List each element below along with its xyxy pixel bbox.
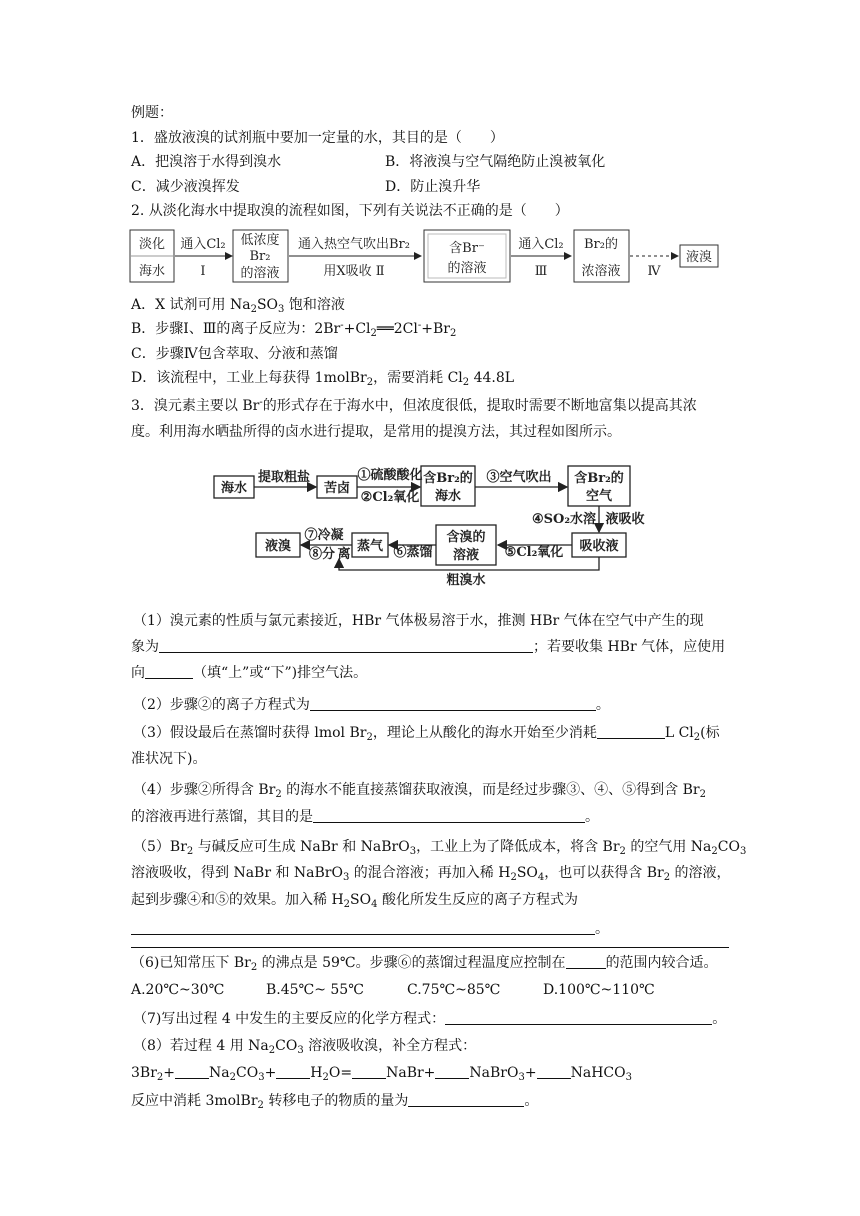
- q3-step8-label2: 离: [337, 547, 351, 562]
- q3-box-br2-air-line2: 空气: [585, 489, 613, 504]
- q2-box-seawater-line1: 淡化: [138, 237, 166, 252]
- q2-arrow-4-step: Ⅳ: [647, 264, 661, 279]
- divider: [131, 947, 729, 948]
- answer-blank-2[interactable]: [310, 696, 596, 711]
- q3-step4-label: ④SO₂水溶: [531, 512, 597, 527]
- q2-stem: 2. 从淡化海水中提取溴的流程如图，下列有关说法不正确的是（ ）: [131, 203, 569, 219]
- coef-blank-h2o[interactable]: [276, 1064, 310, 1079]
- q3-p8-line1: （8）若过程 4 用 $Na_2CO_3$ 溶液吸收溴，补全方程式：: [133, 1038, 477, 1056]
- q3-p6-option-c: C.75℃~85℃: [407, 982, 501, 998]
- q2-box-low-br2-line3: 的溶液: [240, 266, 280, 281]
- answer-blank-1a[interactable]: [159, 638, 533, 653]
- q2-box-br-solution-line2: 的溶液: [447, 261, 487, 276]
- q2-box-low-br2-line1: 低浓度: [240, 233, 280, 248]
- q3-p4-line1: （4）步骤②所得含 $Br_2$ 的海水不能直接蒸馏获取液溴，而是经过步骤③、④、⑤得到含 $Br_2$: [133, 782, 706, 800]
- q2-box-concentrated-line2: 浓溶液: [581, 264, 621, 279]
- q3-p7: （7)写出过程 4 中发生的主要反应的化学方程式： 。: [133, 1011, 727, 1027]
- q3-step4-label2: 液吸收: [605, 512, 645, 527]
- q3-box-br2-air-line1: 含Br₂的: [574, 471, 624, 486]
- q3-box-br-solution-line1: 含溴的: [446, 530, 486, 545]
- q3-p4-line2: 的溶液再进行蒸馏，其目的是 。: [131, 809, 599, 825]
- answer-blank-7[interactable]: [445, 1010, 712, 1025]
- coef-blank-nabr[interactable]: [352, 1064, 386, 1079]
- answer-blank-5[interactable]: [131, 920, 595, 935]
- q3-p3-line1: （3）假设最后在蒸馏时获得 lmol $Br_2$，理论上从酸化的海水开始至少消耗 L $Cl_2$(标: [133, 725, 720, 743]
- q2-arrow-2-label: 通入热空气吹出Br₂: [298, 237, 410, 252]
- q2-option-d: D．该流程中，工业上每获得 1molBr$_2$，需要消耗 $Cl_2$ 44.8L: [131, 370, 515, 388]
- q2-arrow-3-label: 通入Cl₂: [518, 237, 564, 252]
- q3-box-br-solution-line2: 溶液: [452, 548, 480, 563]
- section-heading: 例题：: [131, 105, 173, 121]
- q3-p5-line3: 起到步骤④和⑤的效果。加入稀 $H_2SO_4$ 酸化所发生反应的离子方程式为: [131, 892, 578, 910]
- q3-box-br2-seawater-line2: 海水: [434, 489, 462, 504]
- answer-blank-6[interactable]: [566, 954, 606, 969]
- q3-stem-line2: 度。利用海水晒盐所得的卤水进行提取，是常用的提溴方法，其过程如图所示。: [131, 424, 621, 440]
- coef-blank-nahco3[interactable]: [537, 1064, 571, 1079]
- q3-stem-line1: 3．溴元素主要以 Br-的形式存在于海水中，但浓度很低，提取时需要不断地富集以提高其浓: [131, 397, 697, 414]
- answer-blank-8[interactable]: [408, 1092, 524, 1107]
- q3-p5-line1: $(5)Br_2$ 与碱反应可生成 NaBr 和 NaBrO$_3$，工业上为了降低成本，将含 $Br_2$ 的空气用 $Na_2CO_3$: [133, 839, 747, 857]
- answer-blank-3[interactable]: [597, 724, 665, 739]
- q3-box-seawater-label: 海水: [220, 481, 248, 496]
- q3-box-vapor-label: 蒸气: [356, 539, 384, 554]
- q3-p1-line3: 向 （填“上”或“下”)排空气法。: [131, 665, 368, 681]
- q2-flow-diagram: [128, 226, 720, 286]
- q3-box-liquid-br-label: 液溴: [264, 539, 292, 554]
- coef-blank-na2co3[interactable]: [175, 1064, 209, 1079]
- q2-option-b: B．步骤Ⅰ、Ⅲ的离子反应为：$2Br^-+Cl_2══2Cl^-+Br_2$: [131, 320, 457, 339]
- q2-arrow-2-step: 用X吸收 Ⅱ: [323, 264, 385, 279]
- q2-box-concentrated-line1: Br₂的: [584, 237, 618, 252]
- coef-blank-nabro3[interactable]: [435, 1064, 469, 1079]
- q2-box-br-solution-line1: 含Br⁻: [449, 241, 485, 256]
- answer-blank-4[interactable]: [313, 808, 585, 823]
- q3-p5-line2: 溶液吸收，得到 NaBr 和 NaBrO$_3$ 的混合溶液；再加入稀 $H_2SO_4$，也可以获得含 $Br_2$ 的溶液，: [131, 865, 731, 883]
- q3-step3-label: ③空气吹出: [486, 470, 552, 485]
- q1-stem: 1．盛放液溴的试剂瓶中要加一定量的水，其目的是（ ）: [131, 130, 504, 146]
- q2-option-a: A．X 试剂可用 $Na_2SO_3$ 饱和溶液: [131, 297, 345, 315]
- q3-p2: （2）步骤②的离子方程式为 。: [133, 697, 610, 713]
- q3-p6-option-d: D.100℃~110℃: [543, 982, 655, 998]
- q3-crude-label: 粗溴水: [446, 573, 486, 588]
- q3-p1-line2: 象为 ；若要收集 HBr 气体，应使用: [131, 639, 726, 655]
- q2-option-c: C．步骤Ⅳ包含萃取、分液和蒸馏: [131, 346, 338, 362]
- q1-option-c: C．减少液溴挥发: [131, 179, 240, 195]
- q3-step8-label: ⑧分: [308, 547, 336, 562]
- q3-p1-line1: （1）溴元素的性质与氯元素接近，HBr 气体极易溶于水，推测 HBr 气体在空气中产生的现: [133, 613, 704, 629]
- q2-arrow-1-step: Ⅰ: [200, 264, 206, 279]
- q2-box-low-br2-line2: Br₂: [249, 249, 271, 264]
- q3-box-absorb-label: 吸收液: [579, 539, 619, 554]
- q3-step2-label: ②Cl₂氧化: [360, 490, 420, 505]
- q3-step5-label: ⑤Cl₂氧化: [504, 545, 564, 560]
- q3-p6-option-b: B.45℃~ 55℃: [266, 982, 364, 998]
- q2-box-liquid-br-label: 液溴: [685, 250, 713, 265]
- q3-arrow-salt-label: 提取粗盐: [257, 470, 311, 485]
- q3-step7-label: ⑦冷凝: [304, 528, 344, 543]
- q3-box-br2-seawater-line1: 含Br₂的: [423, 471, 473, 486]
- q3-step6-label: ⑥蒸馏: [393, 545, 433, 560]
- answer-blank-1b[interactable]: [145, 664, 193, 679]
- q1-option-a: A．把溴溶于水得到溴水: [131, 154, 282, 170]
- q3-p8-line3: 反应中消耗 3molBr$_2$ 转移电子的物质的量为 。: [131, 1093, 539, 1111]
- q2-arrow-3-step: Ⅲ: [534, 264, 548, 279]
- q2-arrow-1-label: 通入Cl₂: [180, 237, 226, 252]
- q3-p3-line2: 准状况下)。: [131, 751, 207, 767]
- q3-box-brine-label: 苦卤: [323, 481, 351, 496]
- q3-p6-option-a: A.20℃~30℃: [131, 982, 225, 998]
- q3-p6-line1: （6)已知常压下 $Br_2$ 的沸点是 59℃。步骤⑥的蒸馏过程温度应控制在 的范围内较合适。: [131, 955, 718, 973]
- q3-step1-label: ①硫酸酸化: [357, 468, 423, 483]
- q1-option-d: D．防止溴升华: [385, 179, 481, 195]
- q3-flow-diagram: [212, 462, 652, 590]
- q3-p5-line4: 。: [131, 919, 609, 939]
- q1-option-b: B．将液溴与空气隔绝防止溴被氧化: [385, 154, 606, 170]
- q2-box-seawater-line2: 海水: [138, 264, 166, 279]
- q3-p8-equation: $3Br_2+ Na_2CO_3+ H_2O=$ NaBr+ NaBrO$_3$+ NaHCO$_3$: [131, 1065, 632, 1083]
